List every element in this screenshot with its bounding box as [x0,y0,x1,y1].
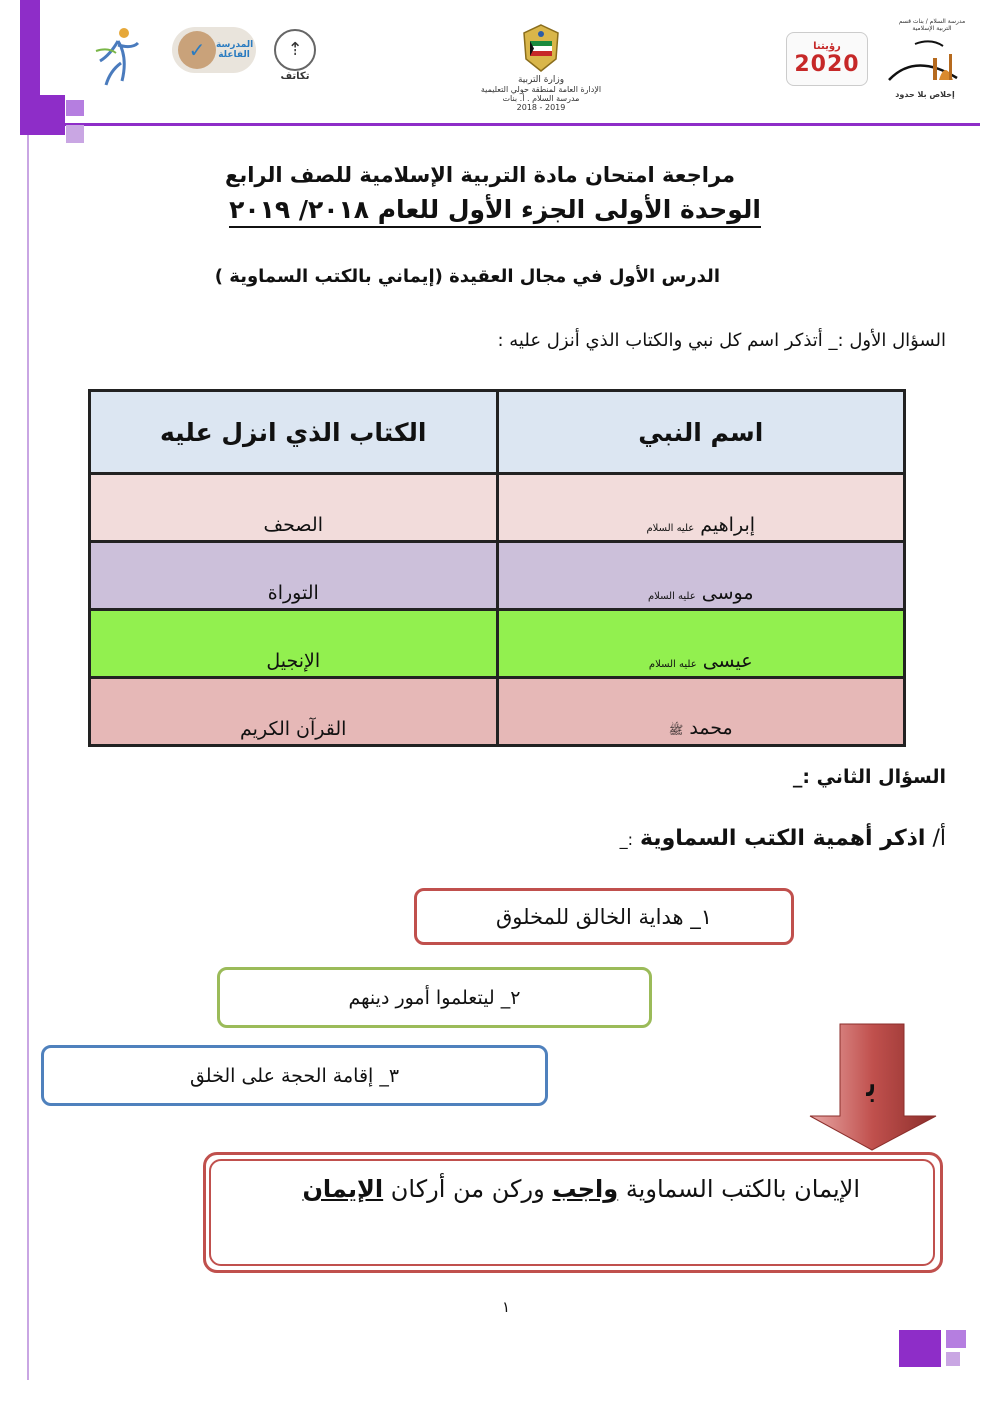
dept-caption: مدرسة السلام / بنات قسم التربية الإسلامية [898,17,966,32]
takatof-logo: ⇡ تكاتف [272,24,318,86]
honorific: ﷺ [668,723,684,737]
prophets-books-table [88,389,906,747]
prophet-cell: محمد ﷺ [497,678,905,746]
frame-corner-square-light [66,125,84,143]
svg-text:ﺑ: ﺑ [866,1060,878,1106]
table-row [90,610,905,678]
unit-title [200,195,790,224]
table-row [90,678,905,746]
ikhlas-caption: إخلاص بلا حدود [895,89,955,99]
runner-logo [88,18,148,93]
prophet-cell: موسى عليه السلام [497,542,905,610]
ministry-name: وزارة التربية [517,74,565,85]
takatof-text: تكاتف [280,70,310,82]
table-row [90,542,905,610]
school-name: مدرسة السلام . أ. بنات [502,93,580,103]
directorate-name: الإدارة العامة لمنطقة حولي التعليمية [480,84,602,94]
effective-school-text: المدرسة الفاعلة [216,40,254,60]
book-cell: الصحف [90,474,498,542]
conclusion-text: الإيمان بالكتب السماوية واجب وركن من أركان الإيمان [302,1175,860,1203]
prophet-cell: عيسى عليه السلام [497,610,905,678]
book-cell: التوراة [90,542,498,610]
question-2a [560,826,946,851]
answer-box-3: ٣_ إقامة الحجة على الخلق [41,1045,548,1106]
down-arrow-icon [808,1022,940,1152]
answer-box-1: ١_ هداية الخالق للمخلوق [414,888,794,945]
table-header-row [90,391,905,474]
table-row [90,474,905,542]
honorific: عليه السلام [646,523,695,534]
exam-title: مراجعة امتحان مادة التربية الإسلامية للصف الرابع [224,163,736,187]
book-cell: القرآن الكريم [90,678,498,746]
question-2a-prefix: أ/ [932,826,946,851]
ministry-emblem [466,12,616,122]
header-book-name: الكتاب الذي انزل عليه [90,391,498,474]
ikhlas-logo [880,8,970,108]
frame-header-line [20,123,980,126]
book-cell: الإنجيل [90,610,498,678]
question-2a-text: اذكر أهمية الكتب السماوية [639,826,926,851]
frame-corner-square-small [66,100,84,116]
lesson-title: الدرس الأول في مجال العقيدة (إيماني بالكتب السماوية ) [214,266,720,287]
frame-top-left-bar [20,0,40,100]
mosque-icon [885,32,965,90]
question-1: السؤال الأول :_ أتذكر اسم كل نبي والكتاب الذي أنزل عليه : [497,330,946,351]
honorific: عليه السلام [648,659,697,670]
question-2a-suffix: :_ [619,830,633,849]
frame-bottom-square-light [946,1330,966,1348]
vision-2020-logo [786,30,868,88]
frame-bottom-square-small [946,1352,960,1366]
vision-word: رؤيتنا [813,41,841,52]
effective-school-logo: ✓ المدرسة الفاعلة [172,24,256,76]
page-number: ١ [501,1298,511,1316]
unit-title-text: الوحدة الأولى الجزء الأول للعام ٢٠١٨/ ٢٠١٩ [229,195,761,228]
answer-box-2: ٢_ ليتعلموا أمور دينهم [217,967,652,1028]
kuwait-emblem-icon [518,23,564,73]
frame-bottom-square [899,1330,941,1367]
question-2: السؤال الثاني :_ [792,766,946,788]
honorific: عليه السلام [647,591,696,602]
frame-left-line [27,0,29,1380]
frame-corner-square [20,95,65,135]
prophet-cell: إبراهيم عليه السلام [497,474,905,542]
header-prophet-name: اسم النبي [497,391,905,474]
school-year: 2018 - 2019 [516,102,566,112]
vision-year: 2020 [794,52,860,77]
